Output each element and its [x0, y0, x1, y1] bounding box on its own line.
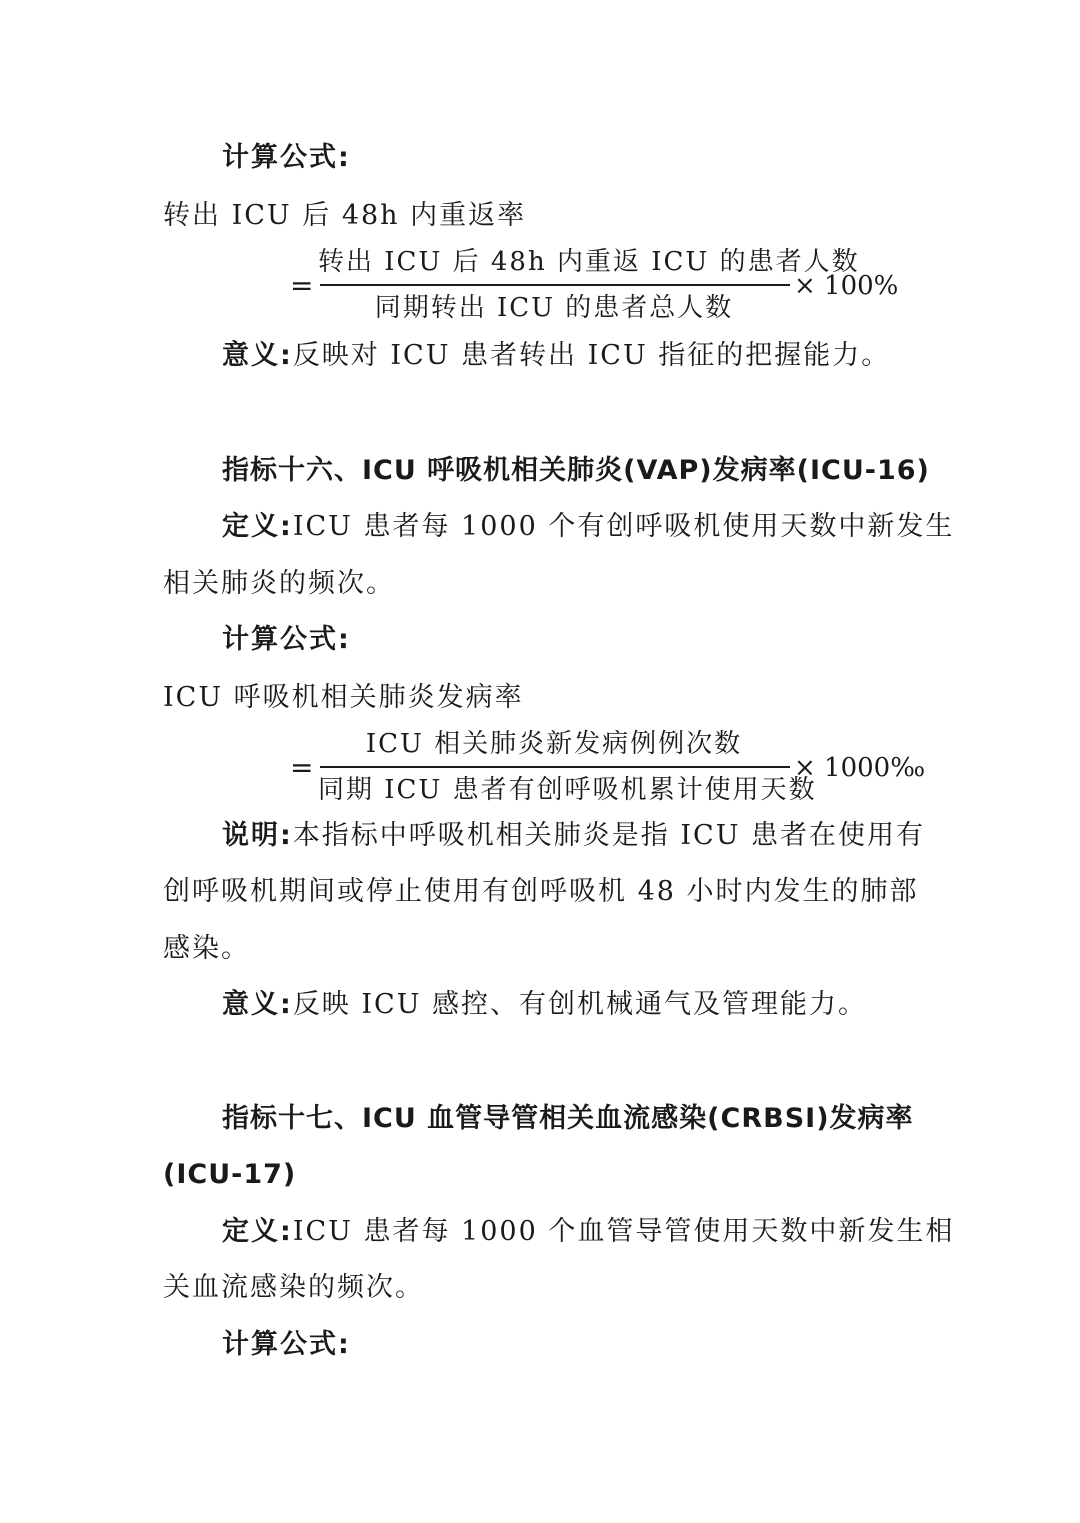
note-label: 说明: — [222, 820, 293, 851]
formula-label: 计算公式: — [222, 142, 351, 173]
definition-label: 定义: — [222, 1216, 293, 1247]
note-line-3: 感染。 — [163, 933, 250, 964]
section-17-title: 指标十七、ICU 血管导管相关血流感染(CRBSI)发病率 — [222, 1103, 914, 1134]
formula-name: 转出 ICU 后 48h 内重返率 — [163, 200, 527, 231]
meaning-paragraph — [222, 336, 890, 376]
fraction-bar — [320, 766, 790, 768]
fraction-bar — [320, 284, 790, 286]
formula-label: 计算公式: — [222, 1329, 351, 1360]
note-paragraph — [222, 816, 925, 856]
formula-label: 计算公式: — [222, 624, 351, 655]
definition-line-2: 相关肺炎的频次。 — [163, 568, 395, 599]
section-16-title: 指标十六、ICU 呼吸机相关肺炎(VAP)发病率(ICU-16) — [222, 455, 930, 486]
equals-sign: = — [290, 751, 314, 784]
definition-paragraph — [222, 1212, 954, 1252]
note-line-2: 创呼吸机期间或停止使用有创呼吸机 48 小时内发生的肺部 — [163, 876, 919, 907]
meaning-label: 意义: — [222, 989, 293, 1020]
equals-sign: = — [290, 269, 314, 302]
meaning-text: 反映对 ICU 患者转出 ICU 指征的把握能力。 — [292, 340, 891, 371]
multiplier: × 1000‰ — [794, 753, 926, 783]
multiplier: × 100% — [794, 271, 899, 301]
formula-fraction — [290, 244, 910, 324]
definition-paragraph — [222, 507, 954, 547]
meaning-label: 意义: — [222, 340, 293, 371]
meaning-paragraph — [222, 985, 867, 1025]
fraction-numerator: ICU 相关肺炎新发病例例次数 — [365, 729, 743, 759]
definition-line-1: ICU 患者每 1000 个有创呼吸机使用天数中新发生 — [292, 511, 955, 542]
section-17-title-line-2: (ICU-17) — [163, 1159, 297, 1190]
fraction-denominator: 同期转出 ICU 的患者总人数 — [374, 293, 734, 323]
fraction-numerator: 转出 ICU 后 48h 内重返 ICU 的患者人数 — [318, 247, 860, 277]
definition-label: 定义: — [222, 511, 293, 542]
fraction-denominator: 同期 ICU 患者有创呼吸机累计使用天数 — [318, 775, 817, 805]
formula-fraction — [290, 726, 930, 806]
note-line-1: 本指标中呼吸机相关肺炎是指 ICU 患者在使用有 — [292, 820, 926, 851]
definition-line-1: ICU 患者每 1000 个血管导管使用天数中新发生相 — [292, 1216, 955, 1247]
formula-name: ICU 呼吸机相关肺炎发病率 — [163, 682, 524, 713]
definition-line-2: 关血流感染的频次。 — [163, 1272, 424, 1303]
meaning-text: 反映 ICU 感控、有创机械通气及管理能力。 — [292, 989, 868, 1020]
